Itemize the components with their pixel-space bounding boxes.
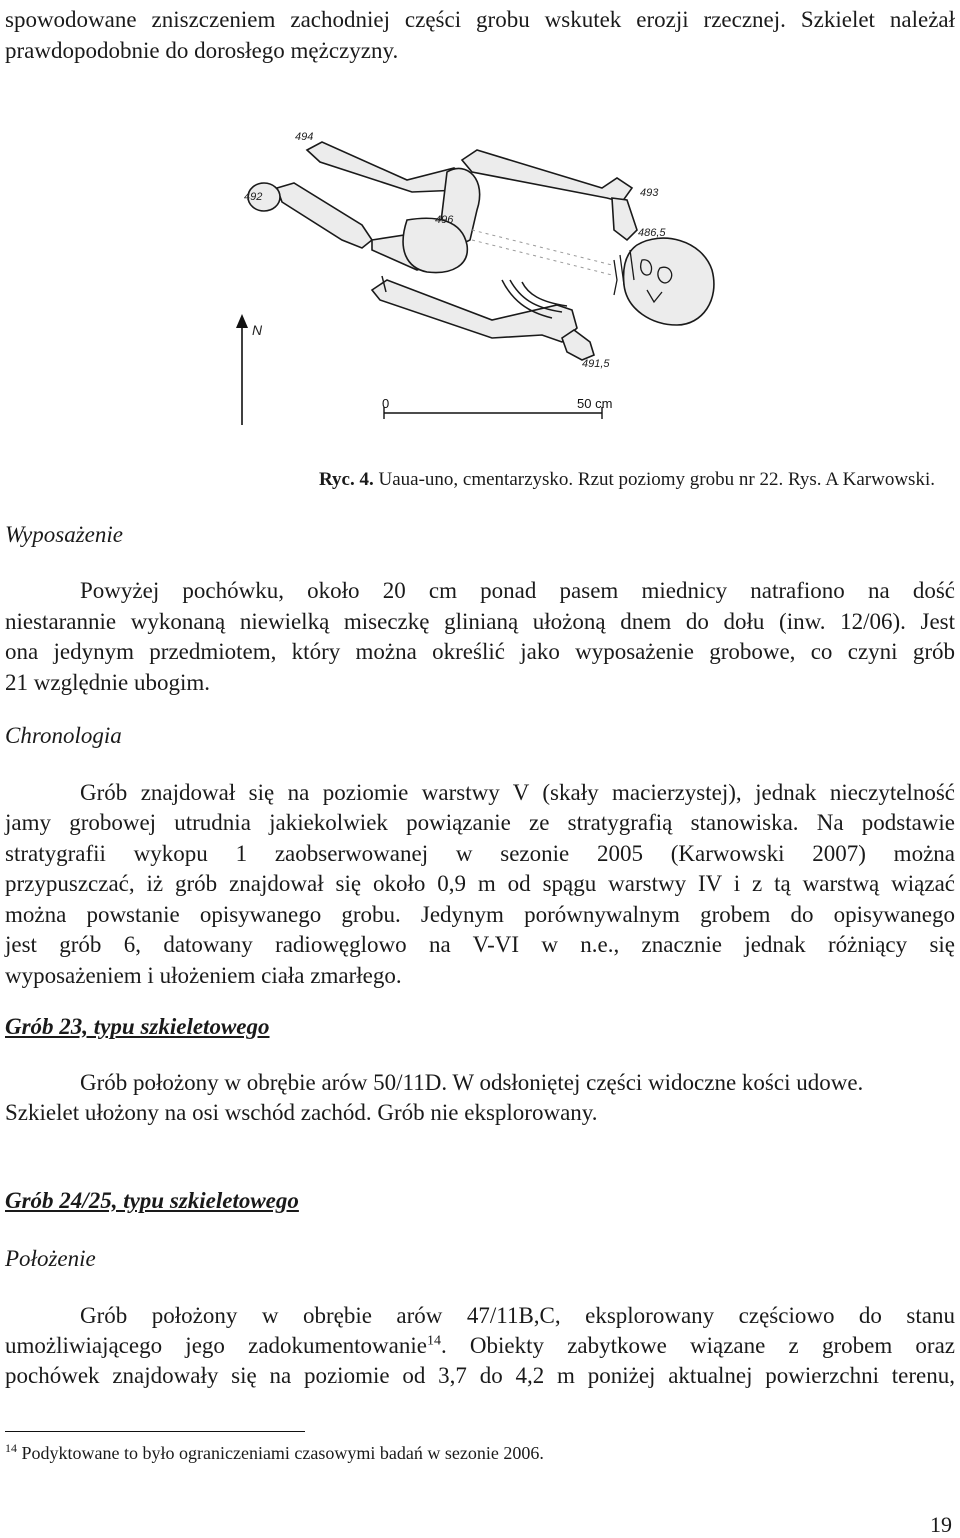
scale-label-fifty: 50 cm (577, 396, 613, 411)
grob-24-25-line-3: pochówek znajdowały się na poziomie od 3,7 do 4,2 m poniżej aktualnej powierzchni terenu, (5, 1363, 955, 1388)
footnote-14 (5, 1440, 544, 1466)
chronologia-line-3: stratygrafii wykopu 1 zaobserwowanej w sezonie 2005 (Karwowski 2007) można (5, 841, 955, 866)
scale-label-zero: 0 (382, 396, 390, 411)
heading-chronologia: Chronologia (5, 723, 122, 748)
grob-24-25-line-2 (5, 1331, 955, 1361)
chronologia-line-4: przypuszczać, iż grób znajdował się około 0,9 m od spągu warstwy IV i z tą warstwą wiązać (5, 871, 955, 896)
grob-24-25-line-2-rest: . Obiekty zabytkowe wiązane z grobem oraz (440, 1333, 955, 1358)
skeleton-drawing (248, 142, 714, 360)
top-text-line-1: spowodowane zniszczeniem zachodniej części grobu wskutek erozji rzecznej. Szkielet należał (5, 7, 955, 32)
spine-hint (472, 230, 612, 275)
wyposazenie-line-3: ona jedynym przedmiotem, który można określić jako wyposażenie grobowe, co czyni grób (5, 639, 955, 664)
bone-arm-493 (462, 150, 632, 202)
heading-grob-24-25: Grób 24/25, typu szkieletowego (5, 1188, 299, 1213)
grob-24-25-line-1: Grób położony w obrębie arów 47/11B,C, eksplorowany częściowo do stanu (80, 1303, 955, 1328)
elevation-label-494: 494 (295, 131, 314, 143)
heading-grob-23: Grób 23, typu szkieletowego (5, 1014, 270, 1039)
chronologia-line-7: wyposażeniem i ułożeniem ciała zmarłego. (5, 963, 402, 988)
chronologia-line-2: jamy grobowej utrudnia jakiekolwiek powiązanie ze stratygrafią stanowiska. Na podstawie (5, 810, 955, 835)
top-text-line-2: prawdopodobnie do dorosłego mężczyzny. (5, 38, 399, 63)
page-number: 19 (930, 1512, 952, 1537)
bone-femur-lower (372, 280, 577, 342)
figure-caption-text: Uaua-uno, cmentarzysko. Rzut poziomy grobu nr 22. Rys. A Karwowski. (373, 469, 935, 490)
footnote-text: Podyktowane to było ograniczeniami czasowymi badań w sezonie 2006. (17, 1443, 544, 1463)
grob-23-line-1: Grób położony w obrębie arów 50/11D. W odsłoniętej części widoczne kości udowe. (80, 1070, 864, 1095)
north-label: N (252, 322, 263, 338)
footnote-number: 14 (5, 1441, 17, 1455)
chronologia-line-1: Grób znajdował się na poziomie warstwy V (skały macierzystej), jednak nieczytelność (80, 780, 955, 805)
elevation-label-491-5: 491,5 (582, 358, 610, 370)
heading-wyposazenie: Wyposażenie (5, 522, 123, 547)
wyposazenie-line-4: 21 względnie ubogim. (5, 670, 211, 695)
chronologia-line-5: można powstanie opisywanego grobu. Jedynym porównywalnym grobem do opisywanego (5, 902, 955, 927)
scale-bar (384, 407, 602, 419)
elevation-label-496: 496 (435, 214, 454, 226)
bone-lower-leg (562, 330, 594, 360)
bone-forearm (612, 198, 637, 240)
elevation-label-493: 493 (640, 187, 659, 199)
heading-polozenie: Położenie (5, 1246, 96, 1271)
elevation-label-486-5: 486,5 (638, 227, 666, 239)
chronologia-line-6: jest grób 6, datowany radiowęglowo na V-VI w n.e., znacznie jednak różniący się (5, 932, 955, 957)
wyposazenie-line-1: Powyżej pochówku, około 20 cm ponad pasem miednicy natrafiono na dość (80, 578, 955, 603)
figure-caption (319, 465, 935, 495)
bone-upper-arm-494 (307, 142, 467, 192)
elevation-label-492: 492 (244, 191, 263, 203)
north-arrow (236, 314, 248, 425)
grave-plan-drawing (222, 80, 736, 430)
wyposazenie-line-2: niestarannie wykonaną niewielką miseczkę glinianą ułożoną dnem do dołu (inw. 12/06). Jest (5, 609, 955, 634)
footnote-reference-14[interactable]: 14 (426, 1333, 441, 1349)
bone-left-arm-upper (277, 183, 372, 248)
grob-23-line-2: Szkielet ułożony na osi wschód zachód. Grób nie eksplorowany. (5, 1100, 598, 1125)
footnote-divider (5, 1431, 305, 1432)
grob-24-25-line-2-text: umożliwiającego jego zadokumentowanie (5, 1333, 427, 1358)
figure-caption-prefix: Ryc. 4. (319, 469, 374, 490)
